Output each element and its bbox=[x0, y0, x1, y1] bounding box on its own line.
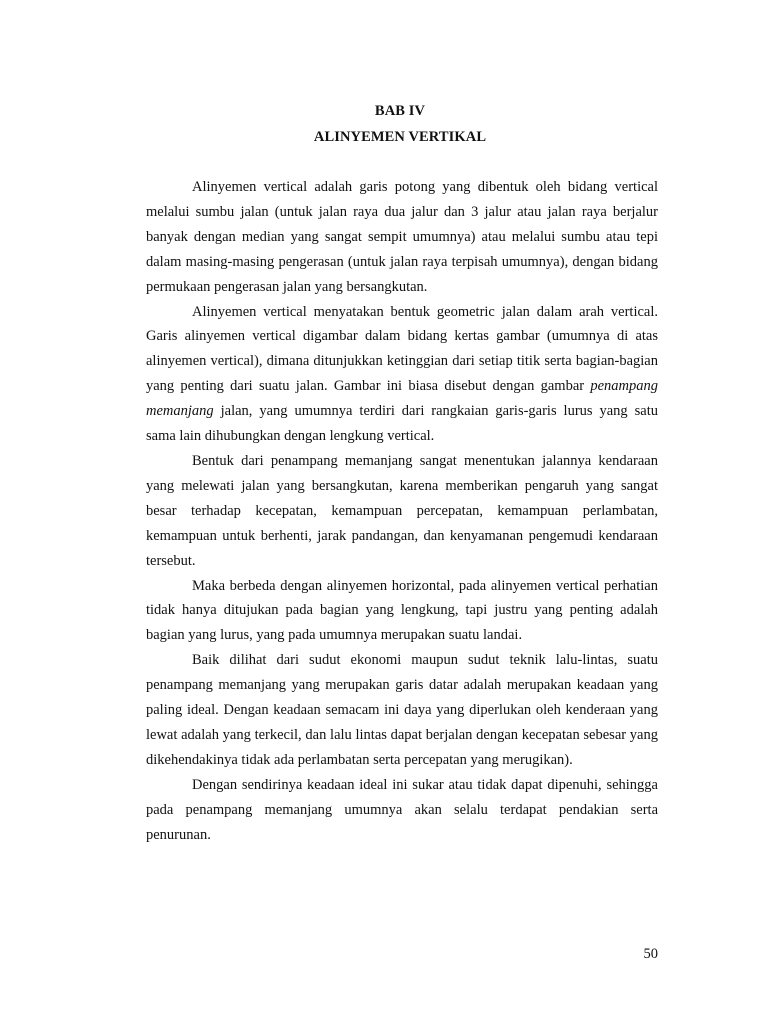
chapter-heading: BAB IV bbox=[374, 103, 426, 119]
body-text bbox=[146, 175, 658, 847]
paragraph-2-text-start: Alinyemen vertical menyatakan bentuk geometric jalan dalam arah vertical. Garis alinyemen vertical digambar dalam bidang kertas gambar (umumnya di atas alinyemen vertical), dimana ditunjukkan ketinggian dari setiap titik serta bagian-bagian yang penting dari suatu jalan. Gambar ini biasa disebut dengan gambar bbox=[146, 303, 658, 395]
paragraph-6-text: Dengan sendirinya keadaan ideal ini sukar atau tidak dapat dipenuhi, sehingga pada penampang memanjang umumnya akan selalu terdapat pendakian serta penurunan. bbox=[146, 776, 658, 843]
chapter-title: ALINYEMEN VERTIKAL bbox=[313, 129, 487, 145]
italic-term: penampang memanjang bbox=[146, 378, 658, 420]
paragraph-1 bbox=[146, 175, 658, 300]
paragraph-1-text: Alinyemen vertical adalah garis potong yang dibentuk oleh bidang vertical melalui sumbu jalan (untuk jalan raya dua jalur dan 3 jalur atau jalan raya berjalur banyak dengan median yang sangat sempit umumnya) atau melalui sumbu atau tepi dalam masing-masing pengerasan (untuk jalan raya terpisah umumnya), dengan bidang permukaan pengerasan jalan yang bersangkutan. bbox=[146, 179, 658, 295]
paragraph-5-text: Baik dilihat dari sudut ekonomi maupun sudut teknik lalu-lintas, suatu penampang memanjang yang merupakan garis datar adalah merupakan keadaan yang paling ideal. Dengan keadaan semacam ini daya yang diperlukan oleh kenderaan yang lewat adalah yang terkecil, dan lalu lintas dapat berjalan dengan kecepatan sebesar yang dikehendakinya tidak ada perlambatan serta percepatan yang merugikan). bbox=[146, 652, 658, 768]
paragraph-6 bbox=[146, 773, 658, 848]
paragraph-3-text: Bentuk dari penampang memanjang sangat menentukan jalannya kendaraan yang melewati jalan yang bersangkutan, karena memberikan pengaruh yang sangat besar terhadap kecepatan, kemampuan percepatan, kemampuan perlambatan, kemampuan untuk berhenti, jarak pandangan, dan kenyamanan pengemudi kendaraan tersebut. bbox=[146, 452, 658, 569]
paragraph-2-text-end: jalan, yang umumnya terdiri dari rangkaian garis-garis lurus yang satu sama lain dihubungkan dengan lengkung vertical. bbox=[146, 403, 658, 445]
paragraph-4 bbox=[146, 574, 658, 649]
paragraph-4-text: Maka berbeda dengan alinyemen horizontal, pada alinyemen vertical perhatian tidak hanya ditujukan pada bagian yang lengkung, tapi justru yang penting adalah bagian yang lurus, yang pada umumnya merupakan suatu landai. bbox=[146, 577, 658, 644]
paragraph-3 bbox=[146, 449, 658, 574]
paragraph-5 bbox=[146, 648, 658, 773]
paragraph-2 bbox=[146, 300, 658, 449]
page-number: 50 bbox=[643, 946, 658, 962]
